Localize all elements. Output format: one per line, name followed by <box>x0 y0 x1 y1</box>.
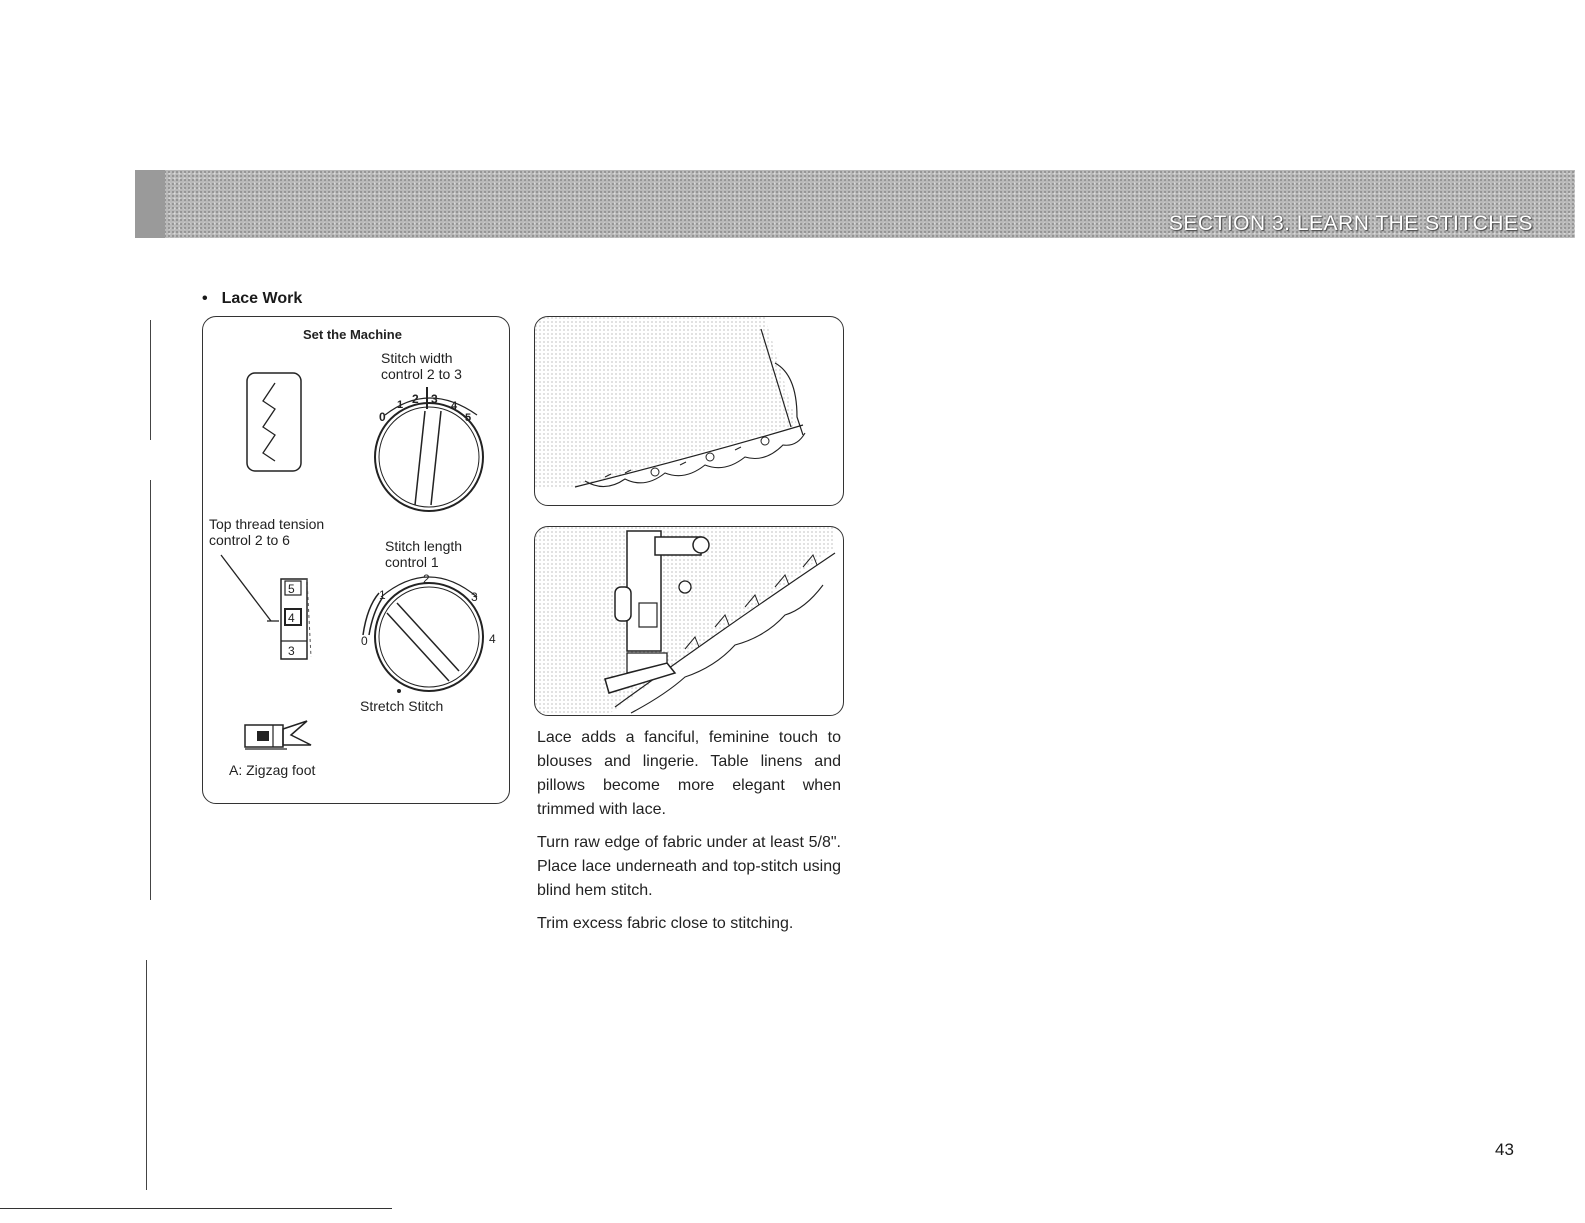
stretch-stitch-label: Stretch Stitch <box>360 698 444 714</box>
body-paragraph: Lace adds a fanciful, feminine touch to blouses and lingerie. Table linens and pillows become more elegant when trimmed with lace. <box>537 729 841 818</box>
tension-label: Top thread tension control 2 to 6 <box>209 516 325 548</box>
body-paragraph: Turn raw edge of fabric under at least 5/8". Place lace underneath and top-stitch using blind hem stitch. <box>537 834 841 899</box>
section-header-band <box>135 170 1575 238</box>
tension-number: 5 <box>288 582 295 596</box>
margin-mark <box>146 960 147 1190</box>
lace-edge-drawing <box>535 317 844 506</box>
stitch-width-label: Stitch width control 2 to 3 <box>381 350 462 382</box>
bottom-rule <box>0 1208 392 1209</box>
width-dial-number: 4 <box>451 400 458 412</box>
width-dial-number: 3 <box>431 392 438 406</box>
stitch-width-dial <box>375 387 483 511</box>
tension-number: 4 <box>288 611 295 625</box>
zigzag-foot-icon <box>245 721 311 749</box>
width-dial-number: 5 <box>465 412 472 424</box>
presser-foot-drawing <box>535 527 844 716</box>
set-machine-title: Set the Machine <box>303 327 402 342</box>
stitch-length-dial <box>361 572 496 693</box>
length-dial-number: 3 <box>471 590 478 604</box>
zigzag-foot-label: A: Zigzag foot <box>229 762 316 778</box>
lace-edge-illustration <box>534 316 844 506</box>
tension-control <box>221 555 311 659</box>
width-dial-number: 1 <box>397 399 404 411</box>
tension-number: 3 <box>288 644 295 658</box>
header-band-edge <box>135 170 165 238</box>
stitch-length-label: Stitch length control 1 <box>385 538 463 570</box>
length-dial-number: 2 <box>423 572 430 586</box>
bullet-icon: • <box>202 290 208 307</box>
width-dial-number: 0 <box>379 410 386 424</box>
length-dial-number: 1 <box>379 588 386 602</box>
set-machine-diagrams <box>203 317 511 805</box>
stitch-pattern-icon <box>247 373 301 471</box>
lace-work-heading <box>202 290 302 308</box>
length-dial-number: 4 <box>489 632 496 646</box>
margin-mark <box>150 480 151 900</box>
presser-foot-illustration <box>534 526 844 716</box>
margin-mark <box>150 320 151 440</box>
width-dial-number: 2 <box>412 392 419 406</box>
lace-work-title: Lace Work <box>221 290 303 307</box>
page-number: 43 <box>1495 1140 1514 1159</box>
body-paragraph: Trim excess fabric close to stitching. <box>537 915 794 932</box>
section-title: SECTION 3. LEARN THE STITCHES <box>1168 212 1533 235</box>
length-dial-number: 0 <box>361 634 368 648</box>
body-text <box>537 726 841 945</box>
set-machine-box <box>202 316 510 804</box>
